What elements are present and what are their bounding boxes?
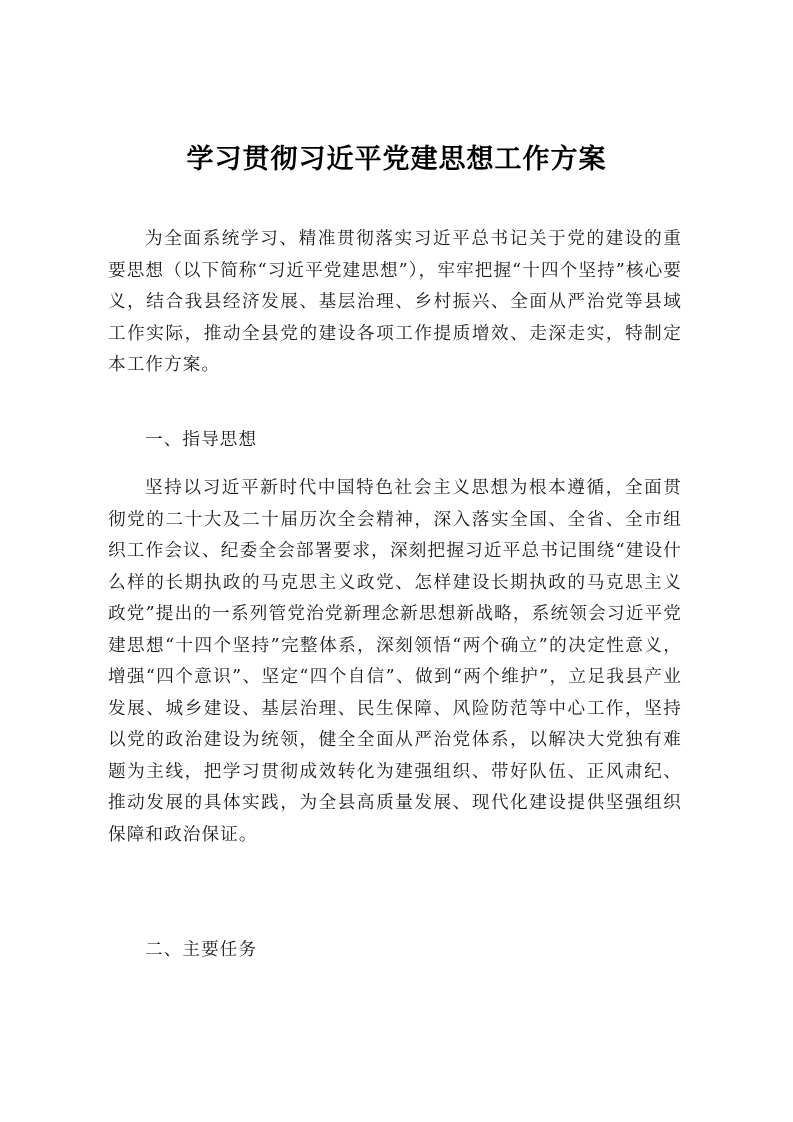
- section-heading-main-tasks: 二、主要任务: [145, 940, 258, 960]
- document-title: 学习贯彻习近平党建思想工作方案: [186, 144, 607, 175]
- guiding-ideology-paragraph: 坚持以习近平新时代中国特色社会主义思想为根本遵循，全面贯彻党的二十大及二十届历次全会精神，深入落实全国、全省、全市组织工作会议、纪委全会部署要求，深刻把握习近平总书记围绕“建设什么样的长期执政的马克思主义政党、怎样建设长期执政的马克思主义政党”提出的一系列管党治党新理念新思想新战略，系统领会习近平党建思想“十四个坚持”完整体系，深刻领悟“两个确立”的决定性意义，增强“四个意识”、坚定“四个自信”、做到“两个维护”，立足我县产业发展、城乡建设、基层治理、民生保障、风险防范等中心工作，坚持以党的政治建设为统领，健全全面从严治党体系，以解决大党独有难题为主线，把学习贯彻成效转化为建强组织、带好队伍、正风肃纪、推动发展的具体实践，为全县高质量发展、现代化建设提供坚强组织保障和政治保证。: [108, 478, 682, 845]
- section-heading-guiding-ideology: 一、指导思想: [145, 430, 258, 450]
- intro-paragraph: 为全面系统学习、精准贯彻落实习近平总书记关于党的建设的重要思想（以下简称“习近平党建思想”），牢牢把握“十四个坚持”核心要义，结合我县经济发展、基层治理、乡村振兴、全面从严治党等县域工作实际，推动全县党的建设各项工作提质增效、走深走实，特制定本工作方案。: [108, 229, 682, 375]
